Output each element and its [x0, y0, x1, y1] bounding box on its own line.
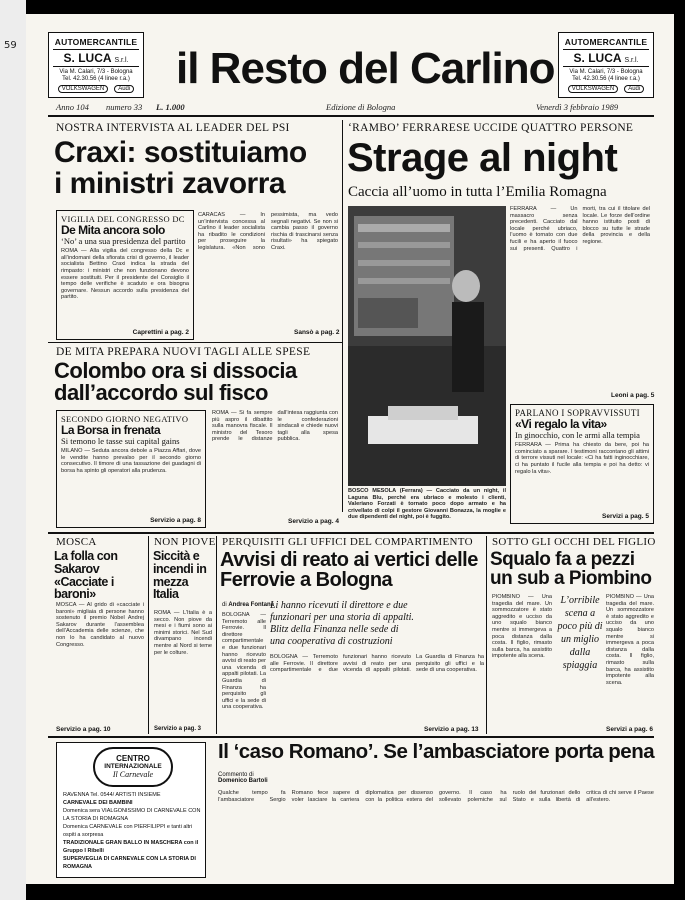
byline-author: Domenico Bartoli: [218, 778, 268, 784]
numero: numero 33: [106, 102, 143, 112]
ferrovie-headline: Avvisi di reato ai vertici delle Ferrovie a Bologna: [220, 549, 478, 592]
siccita-headline: Siccità e incendi in mezza Italia: [153, 549, 207, 602]
ferrovie-body-col1: BOLOGNA — Terremoto alle Ferrovie. Il direttore compartimentale e due funzionari hanno ricevuto avvisi di reato per una vicenda di appalti pilotati. La Guardia di Finanza ha perquisito gli uffici e la sede di una cooperativa.: [222, 612, 266, 711]
column-rule: [486, 536, 487, 734]
centro-line: TRADIZIONALE GRAN BALLO IN MASCHERA con il Gruppo I Ribelli: [63, 840, 199, 854]
ad-address: Via M. Calari, 7/3 - Bologna: [569, 69, 643, 75]
siccita-kicker: NON PIOVE: [154, 536, 216, 548]
mosca-kicker: MOSCA: [56, 536, 97, 548]
masthead-rule: [48, 115, 654, 117]
squalo-kicker: SOTTO GLI OCCHI DEL FIGLIO: [492, 536, 656, 548]
fisco-kicker: DE MITA PREPARA NUOVI TAGLI ALLE SPESE: [56, 346, 311, 358]
romano-body: Qualche tempo fa l’ambasciatore Sergio Romano fece sapere di voler lasciare la carriera diplomatica per dissenso con la politica estera del governo. Il caso ha sollevato polemiche sul ruolo dei funzionari dello Stato e sulla libertà di critica di chi serve il Paese all’estero.: [218, 790, 654, 803]
ad-suffix: S.r.l.: [624, 57, 639, 64]
squalo-body: PIOMBINO — Una tragedia del mare. Un sommozzatore è stato aggredito e ucciso da uno squalo bianco mentre si immergeva a poca distanza dalla costa. Il figlio, rimasto sulla barca, ha assistito impotente alla scena.: [606, 594, 654, 686]
strage-body: FERRARA — Un massacro senza precedenti. Cacciato dal locale perché ubriaco, l’uomo è tornato con due fucili e ha aperto il fuoco sui presenti. Quattro i morti, tra cui il titolare del locale. Le forze dell’ordine hanno istituito posti di blocco su tutte le strade della provincia e della regione.: [510, 206, 650, 252]
ad-line1: AUTOMERCANTILE: [54, 37, 138, 47]
centro-ad-text: [63, 791, 201, 871]
centro-logo-script: Il Carnevale: [112, 770, 154, 779]
centro-logo: [93, 747, 173, 787]
centro-line: CARNEVALE DEI BAMBINI: [63, 800, 133, 806]
demita-box: [56, 210, 194, 340]
siccita-body: ROMA — L’Italia è a secco. Non piove da mesi e i fiumi sono ai minimi storici. Nel Sud divampano incendi mentre al Nord si teme per le colture.: [154, 610, 212, 656]
demita-ref[interactable]: Caprettini a pag. 2: [132, 329, 189, 336]
squalo-headline: Squalo fa a pezzi un sub a Piombino: [490, 549, 652, 590]
parlano-sub: In ginocchio, con le armi alla tempia: [515, 430, 640, 441]
strage-kicker: ‘RAMBO’ FERRARESE UCCIDE QUATTRO PERSONE: [348, 122, 634, 134]
ad-name-text: S. LUCA: [573, 51, 622, 65]
fisco-ref[interactable]: Servizio a pag. 4: [288, 518, 339, 525]
borsa-kicker: SECONDO GIORNO NEGATIVO: [61, 414, 189, 424]
borsa-box: [56, 410, 206, 528]
ferrovie-kicker: PERQUISITI GLI UFFICI DEL COMPARTIMENTO: [222, 536, 473, 548]
masthead-info-bar: [56, 102, 646, 114]
borsa-body: MILANO — Seduta ancora debole a Piazza Affari, dove le vendite hanno prevalso per il secondo giorno consecutivo. Il timore di una tassazione dei guadagni di borsa ha spinto gli operatori alla prudenza.: [61, 448, 201, 475]
romano-headline: Il ‘caso Romano’. Se l’ambasciatore porta pena: [218, 740, 655, 763]
centro-line: Domenica CARNEVALE con PIERFILIPPI e tanti altri ospiti a sorpresa: [63, 824, 193, 838]
siccita-ref[interactable]: Servizio a pag. 3: [154, 726, 202, 732]
craxi-kicker: NOSTRA INTERVISTA AL LEADER DEL PSI: [56, 122, 290, 134]
edge-page-number: 59: [4, 40, 17, 51]
strage-caption: BOSCO MESOLA (Ferrara) — Cacciato da un night, il Laguna Blu, perché era ubriaco e molesto i clienti, Valeriano Forzati è tornato poco dopo armato e ha crivellato di colpi il gestore Giovanni Bonazza, la moglie e due dipendenti del night, poi è fuggito.: [348, 488, 506, 521]
byline-author: Andrea Fontana: [228, 602, 275, 608]
demita-body: ROMA — Alla vigilia del congresso della Dc e all’indomani della sfiorata crisi di governo, il leader socialista Bettino Craxi indica la strada del rimpasto: i ministri che non funzionano devono essere sostituiti. Per il presidente del Consiglio il tempo delle verifiche è scaduto e ora bisogna governare. Nessun accordo sulla presidenza del partito.: [61, 248, 189, 301]
ad-name: [563, 49, 649, 67]
section-rule: [48, 342, 342, 343]
demita-sub: ‘No’ a una sua presidenza del partito: [61, 236, 186, 247]
automercantile-ad-left[interactable]: [48, 32, 144, 98]
craxi-body: CARACAS — In un’intervista concessa al Carlino il leader socialista ha ribadito le condizioni per proseguire la legislatura. «Non sono pessimista, ma vedo segnali negativi. Se non si cambia passo il governo rischia di trascinarsi senza risultati» ha spiegato Craxi.: [198, 212, 338, 251]
borsa-title: La Borsa in frenata: [61, 423, 161, 437]
craxi-headline: Craxi: sostituiamo i ministri zavorra: [54, 136, 307, 200]
craxi-ref[interactable]: Sansò a pag. 2: [294, 329, 340, 336]
mosca-body: MOSCA — Al grido di «cacciate i baroni» migliaia di persone hanno sostenuto il premio Nobel Andrej Sakarov durante l’assemblea dell’Accademia delle scienze, che non lo ha candidato al nuovo Congresso.: [56, 602, 144, 648]
centro-logo-line2: INTERNAZIONALE: [104, 763, 162, 770]
borsa-ref[interactable]: Servizio a pag. 8: [150, 517, 201, 524]
mosca-ref[interactable]: Servizio a pag. 10: [56, 726, 111, 733]
strage-subhead: Caccia all’uomo in tutta l’Emilia Romagna: [348, 184, 607, 200]
automercantile-ad-right[interactable]: [558, 32, 654, 98]
centro-line: RAVENNA Tel. 0544/ ARTISTI INSIEME: [63, 792, 161, 798]
column-rule: [216, 536, 217, 734]
squalo-ref[interactable]: Servizi a pag. 6: [606, 726, 653, 733]
ferrovie-byline: [222, 602, 274, 608]
newspaper-front-page: [26, 14, 674, 884]
ferrovie-body: BOLOGNA — Terremoto alle Ferrovie. Il direttore compartimentale e due funzionari hanno ricevuto avvisi di reato per una vicenda di appalti pilotati. La Guardia di Finanza ha perquisito gli uffici e la sede di una cooperativa.: [270, 654, 484, 674]
centro-internazionale-ad[interactable]: [56, 742, 206, 878]
squalo-body-col1: PIOMBINO — Una tragedia del mare. Un sommozzatore è stato aggredito e ucciso da uno squalo bianco mentre si immergeva a poca distanza dalla costa. Il figlio, rimasto sulla barca, ha assistito impotente alla scena.: [492, 594, 552, 660]
ferrovie-quote: Li hanno ricevuti il direttore e due funzionari per una storia di appalti. Blitz della Finanza nelle sede di una cooperativa di costruzioni: [270, 600, 414, 647]
masthead-title: il Resto del Carlino: [176, 44, 555, 93]
demita-title: De Mita ancora solo: [61, 223, 165, 237]
crime-scene-image: [348, 206, 506, 486]
parlano-body: FERRARA — Prima ha chiesto da bere, poi ha cominciato a sparare. I testimoni raccontano gli attimi di terrore vissuti nel locale: «Ci ha fatti inginocchiare, ci ha puntato il fucile alla tempia e poi ha detto: vi regalo la vita».: [515, 442, 649, 475]
ad-phone: Tel. 42.30.56 (4 linee r.a.): [572, 76, 640, 82]
strage-headline: Strage al night: [347, 136, 618, 180]
centro-line: Domenica sera VIALGONISSIMO DI CARNEVALE CON LA STORIA DI ROMAGNA: [63, 808, 201, 822]
crime-scene-photo: [348, 206, 506, 486]
centro-logo-line1: CENTRO: [116, 754, 150, 763]
parlano-box: [510, 404, 654, 524]
audi-logo-icon: Audi: [114, 85, 134, 93]
parlano-kicker: PARLANO I SOPRAVVISSUTI: [515, 408, 640, 418]
byline-prefix: di: [222, 602, 227, 608]
ad-line1: AUTOMERCANTILE: [564, 37, 648, 47]
ad-suffix: S.r.l.: [114, 57, 129, 64]
squalo-quote: L’orribile scena a poco più di un miglio dalla spiaggia: [557, 595, 603, 671]
strage-ref[interactable]: Leoni a pag. 5: [611, 392, 655, 399]
edizione: Edizione di Bologna: [326, 102, 396, 112]
fisco-body: ROMA — Si fa sempre più aspro il dibattito sulla manovra fiscale. Il ministro del Tesoro prende le distanze dall’intesa raggiunta con le confederazioni sindacali e chiede nuovi tagli alla spesa pubblica.: [212, 410, 338, 443]
ad-phone: Tel. 42.30.56 (4 linee r.a.): [62, 76, 130, 82]
romano-byline: [218, 772, 278, 784]
byline-prefix: Commento di: [218, 772, 254, 778]
parlano-ref[interactable]: Servizi a pag. 5: [602, 513, 649, 520]
demita-kicker: VIGILIA DEL CONGRESSO DC: [61, 214, 185, 224]
anno: Anno 104: [56, 102, 89, 112]
parlano-title: «Vi regalo la vita»: [515, 417, 607, 431]
borsa-sub: Si temono le tasse sui capital gains: [61, 436, 180, 447]
section-rule-2: [48, 532, 654, 534]
fisco-headline: Colombo ora si dissocia dall’accordo sul fisco: [54, 358, 297, 406]
ad-address: Via M. Calari, 7/3 - Bologna: [59, 69, 133, 75]
ferrovie-ref[interactable]: Servizio a pag. 13: [424, 726, 479, 733]
audi-logo-icon: Audi: [624, 85, 644, 93]
section-rule-3: [48, 736, 654, 738]
volkswagen-logo-icon: VOLKSWAGEN: [568, 85, 618, 93]
ad-name-text: S. LUCA: [63, 51, 112, 65]
column-rule: [342, 120, 343, 512]
volkswagen-logo-icon: VOLKSWAGEN: [58, 85, 108, 93]
mosca-headline: La folla con Sakarov «Cacciate i baroni»: [54, 549, 118, 602]
centro-line: SUPERVEGLIA DI CARNEVALE CON LA STORIA DI ROMAGNA: [63, 856, 196, 870]
column-rule: [148, 536, 149, 734]
prezzo: L. 1.000: [156, 102, 185, 112]
previous-page-edge: [0, 0, 26, 900]
data: Venerdì 3 febbraio 1989: [536, 102, 619, 112]
ad-name: [53, 49, 139, 67]
